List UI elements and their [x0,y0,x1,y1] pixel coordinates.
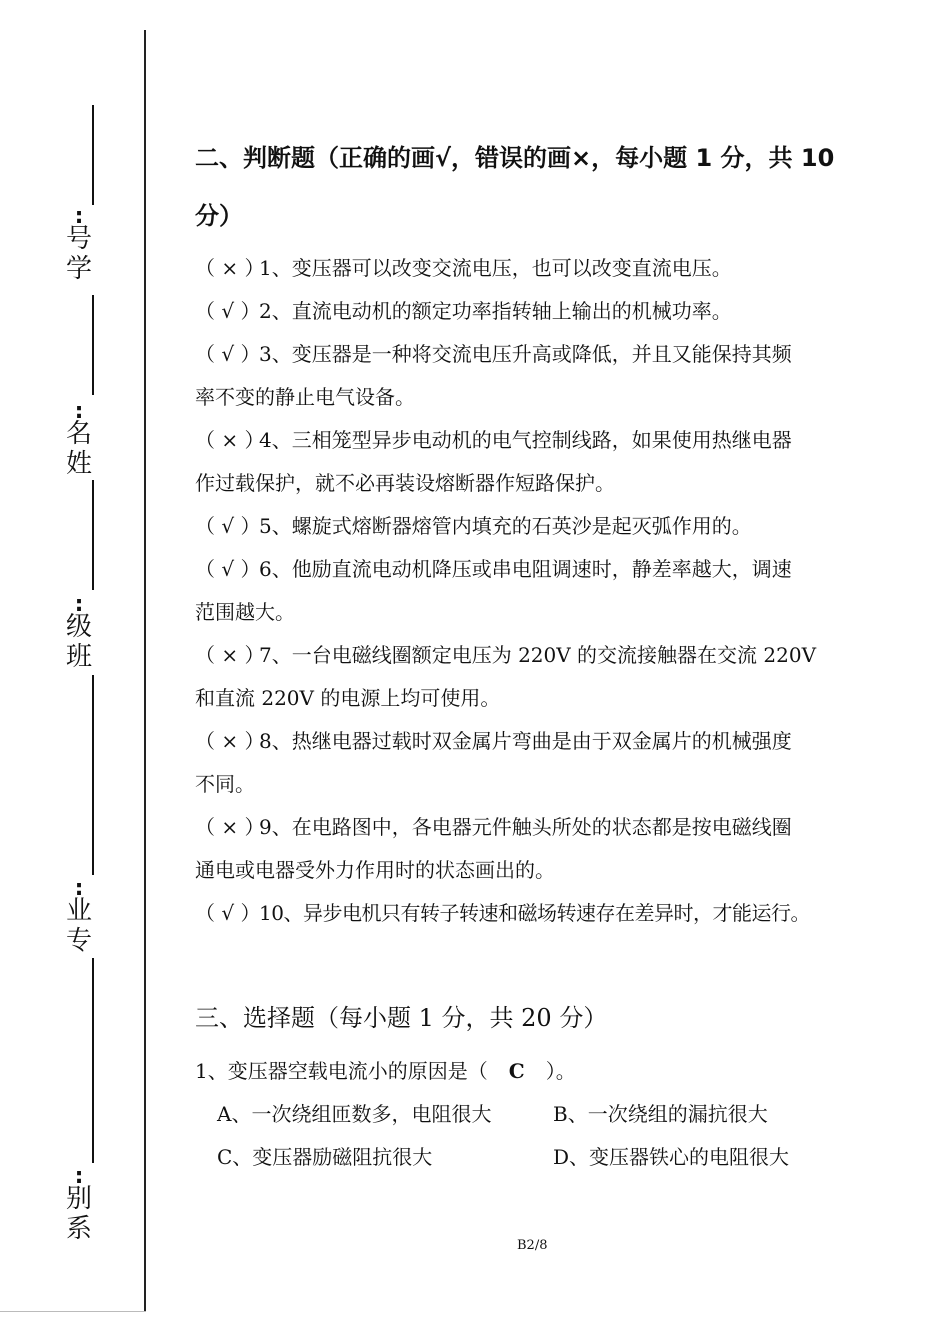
list-item [195,290,885,333]
item-text: 2、直流电动机的额定功率指转轴上输出的机械功率。 [259,299,732,323]
answer-mark: （ × ） [195,643,265,667]
section-multiple-choice [195,1003,885,1033]
question-answer: C [508,1059,525,1083]
binding-line [92,958,94,1163]
list-item [195,419,885,462]
true-false-list [195,247,885,935]
option-c: C、变压器励磁阻抗很大 [217,1145,433,1169]
binding-char: 号 [65,224,92,254]
option-b: B、一次绕组的漏抗很大 [553,1102,768,1126]
item-text: 8、热继电器过载时双金属片弯曲是由于双金属片的机械强度 [259,729,792,753]
binding-line [92,675,94,875]
answer-mark: （ × ） [195,256,265,280]
item-text: 10、异步电机只有转子转速和磁场转速存在差异时，才能运行。 [259,901,810,925]
option-row [195,1093,885,1136]
item-text: 6、他励直流电动机降压或串电阻调速时，静差率越大，调速 [259,557,792,581]
answer-mark: （ × ） [195,815,265,839]
item-text-cont: 和直流 220V 的电源上均可使用。 [195,686,501,710]
item-text-cont: 不同。 [195,772,255,796]
list-item [195,806,885,849]
section-title: 三、选择题（每小题 1 分，共 20 分） [195,1004,608,1032]
item-text: 7、一台电磁线圈额定电压为 220V 的交流接触器在交流 220V [259,643,817,667]
question-stem [195,1050,885,1093]
question-1 [195,1050,885,1179]
section-true-false [195,132,885,242]
answer-mark: （ √ ） [195,901,261,925]
item-text-cont: 作过载保护，就不必再装设熔断器作短路保护。 [195,471,615,495]
binding-char: 名 [65,419,92,449]
binding-char: 班 [65,642,92,672]
list-item [195,548,885,591]
item-text: 5、螺旋式熔断器熔管内填充的石英沙是起灭弧作用的。 [259,514,752,538]
binding-line [92,480,94,590]
binding-char: 别 [65,1184,92,1214]
item-text: 4、三相笼型异步电动机的电气控制线路，如果使用热继电器 [259,428,792,452]
item-text-cont: 范围越大。 [195,600,295,624]
page-number: B2/8 [517,1238,548,1253]
colon: : [74,1164,84,1189]
section-title: 二、判断题（正确的画√，错误的画×，每小题 1 分，共 10 [195,144,835,172]
binding-char: 学 [65,254,92,284]
section-title-cont: 分） [195,202,243,230]
binding-char: 系 [65,1214,92,1244]
option-d: D、变压器铁心的电阻很大 [553,1145,790,1169]
list-item [195,333,885,376]
list-item [195,634,885,677]
binding-label-major [64,876,94,956]
answer-mark: （ √ ） [195,342,261,366]
question-stem-end: ）。 [545,1059,576,1083]
question-stem-text: 1、变压器空载电流小的原因是（ [195,1059,488,1083]
binding-label-name [64,399,94,479]
binding-label-department [64,1164,94,1244]
colon: : [74,592,84,617]
answer-mark: （ √ ） [195,299,261,323]
binding-char: 姓 [65,449,92,479]
answer-mark: （ √ ） [195,514,261,538]
list-item [195,247,885,290]
item-text-cont: 通电或电器受外力作用时的状态画出的。 [195,858,555,882]
answer-mark: （ √ ） [195,557,261,581]
colon: : [74,399,84,424]
binding-label-class [64,592,94,672]
binding-char: 级 [65,612,92,642]
option-row [195,1136,885,1179]
list-item [195,720,885,763]
item-text-cont: 率不变的静止电气设备。 [195,385,415,409]
binding-char: 专 [65,926,92,956]
item-text: 9、在电路图中，各电器元件触头所处的状态都是按电磁线圈 [259,815,792,839]
list-item [195,505,885,548]
colon: : [74,204,84,229]
margin-bottom-rule [0,1311,146,1312]
item-text: 1、变压器可以改变交流电压，也可以改变直流电压。 [259,256,732,280]
binding-char: 业 [65,896,92,926]
item-text: 3、变压器是一种将交流电压升高或降低，并且又能保持其频 [259,342,792,366]
colon: : [74,876,84,901]
answer-mark: （ × ） [195,729,265,753]
option-a: A、一次绕组匝数多，电阻很大 [217,1102,492,1126]
binding-line [92,105,94,205]
answer-mark: （ × ） [195,428,265,452]
binding-label-student-id [64,204,94,284]
list-item [195,892,885,935]
binding-line [92,295,94,395]
binding-margin-rule [144,30,146,1312]
